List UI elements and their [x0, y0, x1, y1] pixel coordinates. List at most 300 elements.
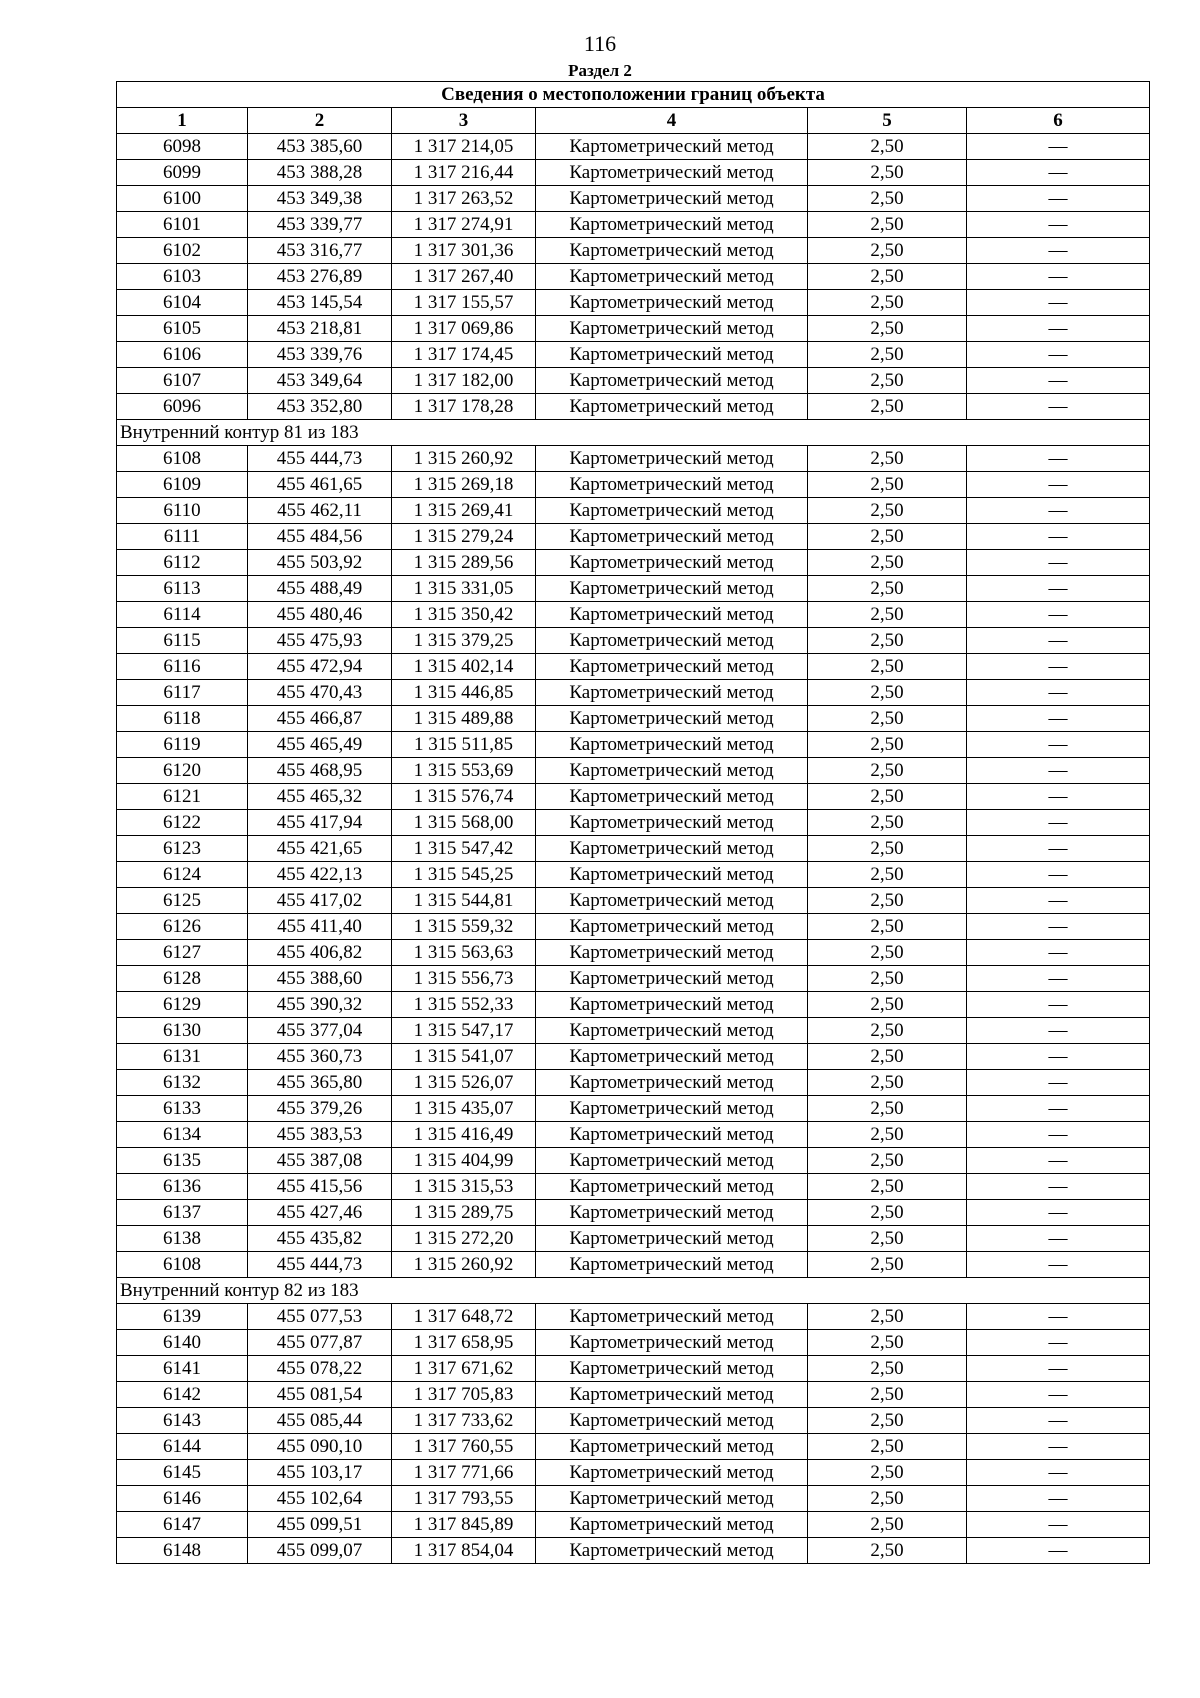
description-cell: — [967, 186, 1150, 212]
point-number-cell: 6128 [117, 966, 248, 992]
accuracy-cell: 2,50 [808, 732, 967, 758]
point-number-cell: 6105 [117, 316, 248, 342]
y-coordinate-cell: 1 315 269,18 [392, 472, 536, 498]
x-coordinate-cell: 455 422,13 [248, 862, 392, 888]
y-coordinate-cell: 1 317 658,95 [392, 1330, 536, 1356]
accuracy-cell: 2,50 [808, 888, 967, 914]
table-row [117, 1408, 1150, 1434]
y-coordinate-cell: 1 317 733,62 [392, 1408, 536, 1434]
y-coordinate-cell: 1 315 547,42 [392, 836, 536, 862]
accuracy-cell: 2,50 [808, 992, 967, 1018]
method-cell: Картометрический метод [536, 472, 808, 498]
point-number-cell: 6107 [117, 368, 248, 394]
method-cell: Картометрический метод [536, 1434, 808, 1460]
accuracy-cell: 2,50 [808, 784, 967, 810]
method-cell: Картометрический метод [536, 1096, 808, 1122]
method-cell: Картометрический метод [536, 498, 808, 524]
x-coordinate-cell: 453 145,54 [248, 290, 392, 316]
table-row [117, 498, 1150, 524]
y-coordinate-cell: 1 315 489,88 [392, 706, 536, 732]
point-number-cell: 6099 [117, 160, 248, 186]
accuracy-cell: 2,50 [808, 1174, 967, 1200]
description-cell: — [967, 1434, 1150, 1460]
contour-section-label: Внутренний контур 82 из 183 [117, 1278, 1150, 1304]
column-header: 5 [808, 108, 967, 134]
y-coordinate-cell: 1 315 545,25 [392, 862, 536, 888]
description-cell: — [967, 524, 1150, 550]
method-cell: Картометрический метод [536, 706, 808, 732]
x-coordinate-cell: 455 377,04 [248, 1018, 392, 1044]
table-row [117, 160, 1150, 186]
method-cell: Картометрический метод [536, 1148, 808, 1174]
point-number-cell: 6127 [117, 940, 248, 966]
y-coordinate-cell: 1 317 069,86 [392, 316, 536, 342]
y-coordinate-cell: 1 317 301,36 [392, 238, 536, 264]
y-coordinate-cell: 1 315 379,25 [392, 628, 536, 654]
table-row [117, 1122, 1150, 1148]
table-row [117, 368, 1150, 394]
y-coordinate-cell: 1 317 182,00 [392, 368, 536, 394]
method-cell: Картометрический метод [536, 680, 808, 706]
table-row [117, 316, 1150, 342]
method-cell: Картометрический метод [536, 914, 808, 940]
section-title: Раздел 2 [568, 61, 632, 80]
x-coordinate-cell: 455 417,02 [248, 888, 392, 914]
y-coordinate-cell: 1 315 547,17 [392, 1018, 536, 1044]
point-number-cell: 6123 [117, 836, 248, 862]
y-coordinate-cell: 1 315 559,32 [392, 914, 536, 940]
table-row [117, 394, 1150, 420]
point-number-cell: 6147 [117, 1512, 248, 1538]
table-row [117, 1096, 1150, 1122]
description-cell: — [967, 784, 1150, 810]
accuracy-cell: 2,50 [808, 498, 967, 524]
accuracy-cell: 2,50 [808, 238, 967, 264]
accuracy-cell: 2,50 [808, 160, 967, 186]
table-caption: Сведения о местоположении границ объекта [117, 82, 1150, 108]
accuracy-cell: 2,50 [808, 368, 967, 394]
point-number-cell: 6124 [117, 862, 248, 888]
description-cell: — [967, 160, 1150, 186]
y-coordinate-cell: 1 317 216,44 [392, 160, 536, 186]
method-cell: Картометрический метод [536, 992, 808, 1018]
accuracy-cell: 2,50 [808, 628, 967, 654]
y-coordinate-cell: 1 315 576,74 [392, 784, 536, 810]
x-coordinate-cell: 455 444,73 [248, 1252, 392, 1278]
table-row [117, 1174, 1150, 1200]
point-number-cell: 6120 [117, 758, 248, 784]
y-coordinate-cell: 1 315 511,85 [392, 732, 536, 758]
table-row [117, 680, 1150, 706]
table-row [117, 888, 1150, 914]
method-cell: Картометрический метод [536, 810, 808, 836]
point-number-cell: 6104 [117, 290, 248, 316]
description-cell: — [967, 1122, 1150, 1148]
method-cell: Картометрический метод [536, 628, 808, 654]
method-cell: Картометрический метод [536, 602, 808, 628]
point-number-cell: 6129 [117, 992, 248, 1018]
x-coordinate-cell: 455 470,43 [248, 680, 392, 706]
point-number-cell: 6144 [117, 1434, 248, 1460]
method-cell: Картометрический метод [536, 1460, 808, 1486]
accuracy-cell: 2,50 [808, 550, 967, 576]
contour-section-row [117, 1278, 1150, 1304]
y-coordinate-cell: 1 315 289,56 [392, 550, 536, 576]
description-cell: — [967, 1460, 1150, 1486]
description-cell: — [967, 914, 1150, 940]
accuracy-cell: 2,50 [808, 836, 967, 862]
description-cell: — [967, 706, 1150, 732]
x-coordinate-cell: 455 475,93 [248, 628, 392, 654]
y-coordinate-cell: 1 315 544,81 [392, 888, 536, 914]
table-row [117, 446, 1150, 472]
method-cell: Картометрический метод [536, 1356, 808, 1382]
point-number-cell: 6114 [117, 602, 248, 628]
description-cell: — [967, 1226, 1150, 1252]
x-coordinate-cell: 455 465,32 [248, 784, 392, 810]
accuracy-cell: 2,50 [808, 914, 967, 940]
point-number-cell: 6126 [117, 914, 248, 940]
description-cell: — [967, 1330, 1150, 1356]
accuracy-cell: 2,50 [808, 1304, 967, 1330]
accuracy-cell: 2,50 [808, 1382, 967, 1408]
accuracy-cell: 2,50 [808, 446, 967, 472]
x-coordinate-cell: 455 383,53 [248, 1122, 392, 1148]
y-coordinate-cell: 1 315 260,92 [392, 446, 536, 472]
description-cell: — [967, 1044, 1150, 1070]
method-cell: Картометрический метод [536, 654, 808, 680]
accuracy-cell: 2,50 [808, 1538, 967, 1564]
point-number-cell: 6138 [117, 1226, 248, 1252]
point-number-cell: 6145 [117, 1460, 248, 1486]
description-cell: — [967, 368, 1150, 394]
point-number-cell: 6139 [117, 1304, 248, 1330]
x-coordinate-cell: 455 417,94 [248, 810, 392, 836]
table-row [117, 602, 1150, 628]
y-coordinate-cell: 1 317 760,55 [392, 1434, 536, 1460]
table-row [117, 290, 1150, 316]
description-cell: — [967, 680, 1150, 706]
description-cell: — [967, 1538, 1150, 1564]
accuracy-cell: 2,50 [808, 602, 967, 628]
accuracy-cell: 2,50 [808, 1252, 967, 1278]
accuracy-cell: 2,50 [808, 966, 967, 992]
x-coordinate-cell: 455 102,64 [248, 1486, 392, 1512]
accuracy-cell: 2,50 [808, 524, 967, 550]
description-cell: — [967, 940, 1150, 966]
description-cell: — [967, 1096, 1150, 1122]
x-coordinate-cell: 453 388,28 [248, 160, 392, 186]
point-number-cell: 6141 [117, 1356, 248, 1382]
y-coordinate-cell: 1 317 854,04 [392, 1538, 536, 1564]
x-coordinate-cell: 455 090,10 [248, 1434, 392, 1460]
point-number-cell: 6130 [117, 1018, 248, 1044]
x-coordinate-cell: 453 218,81 [248, 316, 392, 342]
x-coordinate-cell: 455 488,49 [248, 576, 392, 602]
boundary-table [116, 81, 1150, 1564]
description-cell: — [967, 810, 1150, 836]
table-row [117, 654, 1150, 680]
accuracy-cell: 2,50 [808, 654, 967, 680]
x-coordinate-cell: 455 466,87 [248, 706, 392, 732]
point-number-cell: 6112 [117, 550, 248, 576]
accuracy-cell: 2,50 [808, 680, 967, 706]
x-coordinate-cell: 455 411,40 [248, 914, 392, 940]
y-coordinate-cell: 1 317 214,05 [392, 134, 536, 160]
accuracy-cell: 2,50 [808, 1096, 967, 1122]
table-row [117, 758, 1150, 784]
x-coordinate-cell: 453 276,89 [248, 264, 392, 290]
y-coordinate-cell: 1 317 845,89 [392, 1512, 536, 1538]
description-cell: — [967, 550, 1150, 576]
table-row [117, 1304, 1150, 1330]
point-number-cell: 6135 [117, 1148, 248, 1174]
description-cell: — [967, 290, 1150, 316]
y-coordinate-cell: 1 315 526,07 [392, 1070, 536, 1096]
description-cell: — [967, 966, 1150, 992]
x-coordinate-cell: 455 472,94 [248, 654, 392, 680]
point-number-cell: 6108 [117, 1252, 248, 1278]
point-number-cell: 6136 [117, 1174, 248, 1200]
table-row [117, 550, 1150, 576]
point-number-cell: 6101 [117, 212, 248, 238]
y-coordinate-cell: 1 315 331,05 [392, 576, 536, 602]
column-header: 4 [536, 108, 808, 134]
accuracy-cell: 2,50 [808, 576, 967, 602]
table-row [117, 1382, 1150, 1408]
x-coordinate-cell: 455 406,82 [248, 940, 392, 966]
description-cell: — [967, 1382, 1150, 1408]
method-cell: Картометрический метод [536, 1382, 808, 1408]
description-cell: — [967, 1252, 1150, 1278]
method-cell: Картометрический метод [536, 1408, 808, 1434]
table-row [117, 524, 1150, 550]
table-row [117, 186, 1150, 212]
column-header: 3 [392, 108, 536, 134]
y-coordinate-cell: 1 315 315,53 [392, 1174, 536, 1200]
description-cell: — [967, 888, 1150, 914]
description-cell: — [967, 342, 1150, 368]
x-coordinate-cell: 455 365,80 [248, 1070, 392, 1096]
x-coordinate-cell: 453 349,38 [248, 186, 392, 212]
method-cell: Картометрический метод [536, 212, 808, 238]
page-number: 116 [583, 31, 617, 56]
method-cell: Картометрический метод [536, 576, 808, 602]
point-number-cell: 6116 [117, 654, 248, 680]
point-number-cell: 6111 [117, 524, 248, 550]
method-cell: Картометрический метод [536, 394, 808, 420]
accuracy-cell: 2,50 [808, 134, 967, 160]
column-number-row [117, 108, 1150, 134]
point-number-cell: 6103 [117, 264, 248, 290]
table-row [117, 836, 1150, 862]
table-row [117, 134, 1150, 160]
y-coordinate-cell: 1 315 289,75 [392, 1200, 536, 1226]
description-cell: — [967, 1200, 1150, 1226]
point-number-cell: 6098 [117, 134, 248, 160]
method-cell: Картометрический метод [536, 784, 808, 810]
method-cell: Картометрический метод [536, 1538, 808, 1564]
contour-section-row [117, 420, 1150, 446]
method-cell: Картометрический метод [536, 862, 808, 888]
y-coordinate-cell: 1 315 556,73 [392, 966, 536, 992]
point-number-cell: 6119 [117, 732, 248, 758]
description-cell: — [967, 1174, 1150, 1200]
x-coordinate-cell: 455 387,08 [248, 1148, 392, 1174]
table-row [117, 1486, 1150, 1512]
table-row [117, 1538, 1150, 1564]
point-number-cell: 6146 [117, 1486, 248, 1512]
x-coordinate-cell: 453 352,80 [248, 394, 392, 420]
point-number-cell: 6142 [117, 1382, 248, 1408]
table-row [117, 1018, 1150, 1044]
accuracy-cell: 2,50 [808, 758, 967, 784]
description-cell: — [967, 264, 1150, 290]
accuracy-cell: 2,50 [808, 940, 967, 966]
table-row [117, 914, 1150, 940]
y-coordinate-cell: 1 315 260,92 [392, 1252, 536, 1278]
method-cell: Картометрический метод [536, 1200, 808, 1226]
y-coordinate-cell: 1 317 648,72 [392, 1304, 536, 1330]
accuracy-cell: 2,50 [808, 394, 967, 420]
accuracy-cell: 2,50 [808, 706, 967, 732]
method-cell: Картометрический метод [536, 550, 808, 576]
column-header: 6 [967, 108, 1150, 134]
table-row [117, 1044, 1150, 1070]
x-coordinate-cell: 455 099,51 [248, 1512, 392, 1538]
method-cell: Картометрический метод [536, 1174, 808, 1200]
x-coordinate-cell: 455 421,65 [248, 836, 392, 862]
table-row [117, 1434, 1150, 1460]
x-coordinate-cell: 455 388,60 [248, 966, 392, 992]
y-coordinate-cell: 1 315 404,99 [392, 1148, 536, 1174]
accuracy-cell: 2,50 [808, 1356, 967, 1382]
description-cell: — [967, 1512, 1150, 1538]
point-number-cell: 6140 [117, 1330, 248, 1356]
description-cell: — [967, 576, 1150, 602]
point-number-cell: 6131 [117, 1044, 248, 1070]
method-cell: Картометрический метод [536, 342, 808, 368]
point-number-cell: 6096 [117, 394, 248, 420]
x-coordinate-cell: 455 435,82 [248, 1226, 392, 1252]
description-cell: — [967, 1018, 1150, 1044]
description-cell: — [967, 1356, 1150, 1382]
accuracy-cell: 2,50 [808, 264, 967, 290]
y-coordinate-cell: 1 315 435,07 [392, 1096, 536, 1122]
point-number-cell: 6106 [117, 342, 248, 368]
accuracy-cell: 2,50 [808, 810, 967, 836]
point-number-cell: 6143 [117, 1408, 248, 1434]
point-number-cell: 6108 [117, 446, 248, 472]
table-row [117, 1070, 1150, 1096]
description-cell: — [967, 134, 1150, 160]
point-number-cell: 6132 [117, 1070, 248, 1096]
table-row [117, 862, 1150, 888]
column-header: 2 [248, 108, 392, 134]
method-cell: Картометрический метод [536, 1070, 808, 1096]
table-row [117, 810, 1150, 836]
description-cell: — [967, 992, 1150, 1018]
method-cell: Картометрический метод [536, 446, 808, 472]
y-coordinate-cell: 1 315 568,00 [392, 810, 536, 836]
point-number-cell: 6118 [117, 706, 248, 732]
x-coordinate-cell: 455 462,11 [248, 498, 392, 524]
table-row [117, 1330, 1150, 1356]
y-coordinate-cell: 1 315 350,42 [392, 602, 536, 628]
point-number-cell: 6122 [117, 810, 248, 836]
description-cell: — [967, 836, 1150, 862]
accuracy-cell: 2,50 [808, 290, 967, 316]
description-cell: — [967, 446, 1150, 472]
method-cell: Картометрический метод [536, 836, 808, 862]
y-coordinate-cell: 1 317 274,91 [392, 212, 536, 238]
y-coordinate-cell: 1 317 178,28 [392, 394, 536, 420]
y-coordinate-cell: 1 315 552,33 [392, 992, 536, 1018]
method-cell: Картометрический метод [536, 238, 808, 264]
accuracy-cell: 2,50 [808, 1226, 967, 1252]
x-coordinate-cell: 453 349,64 [248, 368, 392, 394]
x-coordinate-cell: 453 339,77 [248, 212, 392, 238]
column-header: 1 [117, 108, 248, 134]
x-coordinate-cell: 455 081,54 [248, 1382, 392, 1408]
accuracy-cell: 2,50 [808, 1512, 967, 1538]
method-cell: Картометрический метод [536, 368, 808, 394]
table-row [117, 992, 1150, 1018]
point-number-cell: 6117 [117, 680, 248, 706]
method-cell: Картометрический метод [536, 1018, 808, 1044]
y-coordinate-cell: 1 315 541,07 [392, 1044, 536, 1070]
table-row [117, 784, 1150, 810]
x-coordinate-cell: 455 461,65 [248, 472, 392, 498]
method-cell: Картометрический метод [536, 1122, 808, 1148]
table-caption-row [117, 82, 1150, 108]
accuracy-cell: 2,50 [808, 316, 967, 342]
description-cell: — [967, 628, 1150, 654]
point-number-cell: 6100 [117, 186, 248, 212]
description-cell: — [967, 862, 1150, 888]
table-row [117, 1200, 1150, 1226]
accuracy-cell: 2,50 [808, 1148, 967, 1174]
method-cell: Картометрический метод [536, 134, 808, 160]
x-coordinate-cell: 455 099,07 [248, 1538, 392, 1564]
table-row [117, 628, 1150, 654]
y-coordinate-cell: 1 315 563,63 [392, 940, 536, 966]
method-cell: Картометрический метод [536, 940, 808, 966]
y-coordinate-cell: 1 317 793,55 [392, 1486, 536, 1512]
y-coordinate-cell: 1 317 155,57 [392, 290, 536, 316]
method-cell: Картометрический метод [536, 524, 808, 550]
description-cell: — [967, 1408, 1150, 1434]
method-cell: Картометрический метод [536, 732, 808, 758]
x-coordinate-cell: 453 339,76 [248, 342, 392, 368]
y-coordinate-cell: 1 315 416,49 [392, 1122, 536, 1148]
description-cell: — [967, 654, 1150, 680]
accuracy-cell: 2,50 [808, 1018, 967, 1044]
x-coordinate-cell: 455 078,22 [248, 1356, 392, 1382]
y-coordinate-cell: 1 315 446,85 [392, 680, 536, 706]
accuracy-cell: 2,50 [808, 1486, 967, 1512]
accuracy-cell: 2,50 [808, 472, 967, 498]
point-number-cell: 6148 [117, 1538, 248, 1564]
point-number-cell: 6109 [117, 472, 248, 498]
x-coordinate-cell: 455 077,87 [248, 1330, 392, 1356]
description-cell: — [967, 394, 1150, 420]
x-coordinate-cell: 455 465,49 [248, 732, 392, 758]
x-coordinate-cell: 453 385,60 [248, 134, 392, 160]
point-number-cell: 6133 [117, 1096, 248, 1122]
description-cell: — [967, 732, 1150, 758]
accuracy-cell: 2,50 [808, 342, 967, 368]
